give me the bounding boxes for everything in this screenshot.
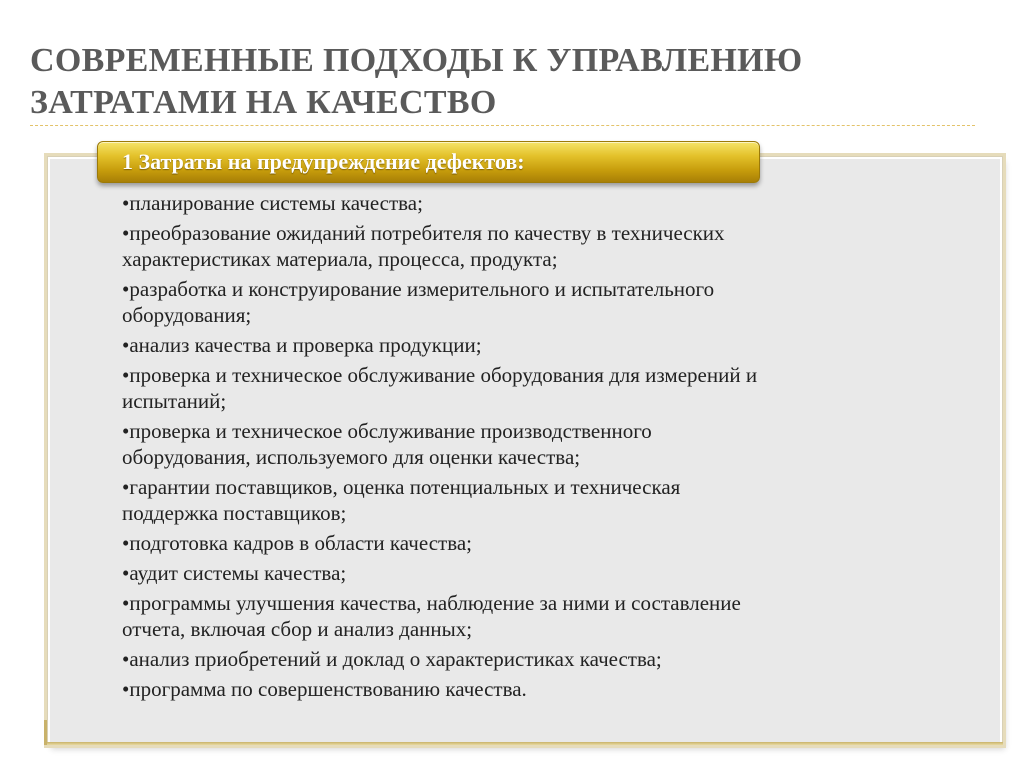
list-item: •анализ приобретений и доклад о характеристиках качества; bbox=[122, 647, 662, 671]
title-line-1: СОВРЕМЕННЫЕ ПОДХОДЫ К УПРАВЛЕНИЮ bbox=[30, 42, 803, 79]
list-item: •планирование системы качества; bbox=[122, 191, 423, 215]
section-banner-label: 1 Затраты на предупреждение дефектов: bbox=[122, 149, 525, 174]
list-item: •разработка и конструирование измерительного и испытательного оборудования; bbox=[122, 277, 715, 327]
slide-title bbox=[30, 40, 990, 124]
section-banner bbox=[97, 141, 760, 183]
list-item: •преобразование ожиданий потребителя по качеству в технических характеристиках материала, процесса, продукта; bbox=[122, 221, 725, 271]
title-line-2: ЗАТРАТАМИ НА КАЧЕСТВО bbox=[30, 84, 497, 121]
cost-items-list bbox=[122, 190, 892, 706]
title-divider bbox=[30, 125, 975, 126]
list-item: •аудит системы качества; bbox=[122, 561, 347, 585]
list-item: •программы улучшения качества, наблюдение за ними и составление отчета, включая сбор и анализ данных; bbox=[122, 591, 741, 641]
list-item: •программа по совершенствованию качества. bbox=[122, 677, 527, 701]
panel-bottom-edge bbox=[45, 742, 1003, 745]
list-item: •проверка и техническое обслуживание производственного оборудования, используемого для оценки качества; bbox=[122, 419, 652, 469]
list-item: •гарантии поставщиков, оценка потенциальных и техническая поддержка поставщиков; bbox=[122, 475, 681, 525]
list-item: •подготовка кадров в области качества; bbox=[122, 531, 472, 555]
panel-left-edge bbox=[44, 720, 47, 745]
list-item: •проверка и техническое обслуживание оборудования для измерений и испытаний; bbox=[122, 363, 758, 413]
list-item: •анализ качества и проверка продукции; bbox=[122, 333, 482, 357]
